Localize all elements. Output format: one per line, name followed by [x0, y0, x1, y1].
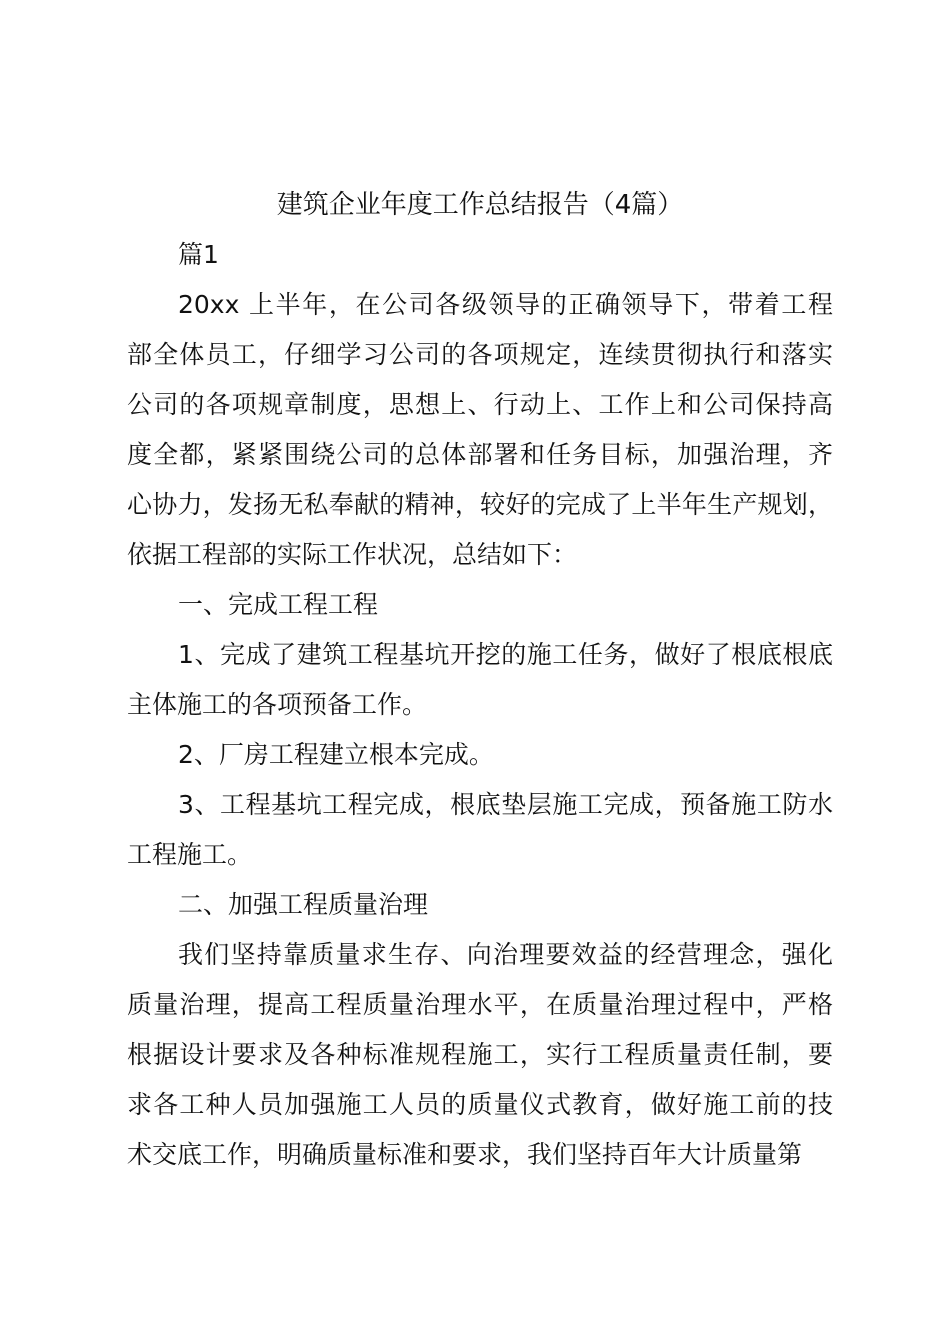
paragraph-line: 20xx 上半年，在公司各级领导的正确领导下，带着工程: [178, 290, 833, 319]
paragraph-line: 一、完成工程工程: [178, 590, 379, 619]
paragraph-line: 我们坚持靠质量求生存、向治理要效益的经营理念，强化: [178, 940, 833, 969]
paragraph: [127, 630, 833, 730]
paragraph-line: 1、完成了建筑工程基坑开挖的施工任务，做好了根底根底: [178, 640, 833, 669]
paragraph-line: 2、厂房工程建立根本完成。: [178, 740, 494, 769]
paragraph-line: 公司的各项规章制度，思想上、行动上、工作上和公司保持高: [127, 390, 833, 419]
paragraph-line: 依据工程部的实际工作状况，总结如下：: [127, 540, 578, 569]
paragraph: [127, 280, 833, 580]
paragraph: [127, 880, 833, 930]
paragraph: [127, 780, 833, 880]
paragraph: [127, 730, 833, 780]
paragraph-line: 二、加强工程质量治理: [178, 890, 429, 919]
paragraph: [127, 930, 833, 1180]
paragraph-line: 根据设计要求及各种标准规程施工，实行工程质量责任制，要: [127, 1040, 833, 1069]
paragraph-line: 主体施工的各项预备工作。: [127, 690, 428, 719]
paragraph-line: 3、工程基坑工程完成，根底垫层施工完成，预备施工防水: [178, 790, 833, 819]
document-title: 建筑企业年度工作总结报告（4篇）: [276, 190, 684, 220]
paragraph-line: 度全都，紧紧围绕公司的总体部署和任务目标，加强治理，齐: [127, 440, 833, 469]
document-body: [127, 280, 833, 1180]
document-page: [127, 180, 833, 1180]
paragraph-line: 部全体员工，仔细学习公司的各项规定，连续贯彻执行和落实: [127, 340, 833, 369]
paragraph-line: 求各工种人员加强施工人员的质量仪式教育，做好施工前的技: [127, 1090, 833, 1119]
paragraph-line: 术交底工作，明确质量标准和要求，我们坚持百年大计质量第: [127, 1140, 803, 1169]
paragraph-line: 工程施工。: [127, 840, 253, 869]
paragraph-line: 心协力，发扬无私奉献的精神，较好的完成了上半年生产规划，: [127, 490, 833, 519]
paragraph-line: 质量治理，提高工程质量治理水平，在质量治理过程中，严格: [127, 990, 833, 1019]
section-label: 篇1: [178, 240, 219, 269]
paragraph: [127, 580, 833, 630]
